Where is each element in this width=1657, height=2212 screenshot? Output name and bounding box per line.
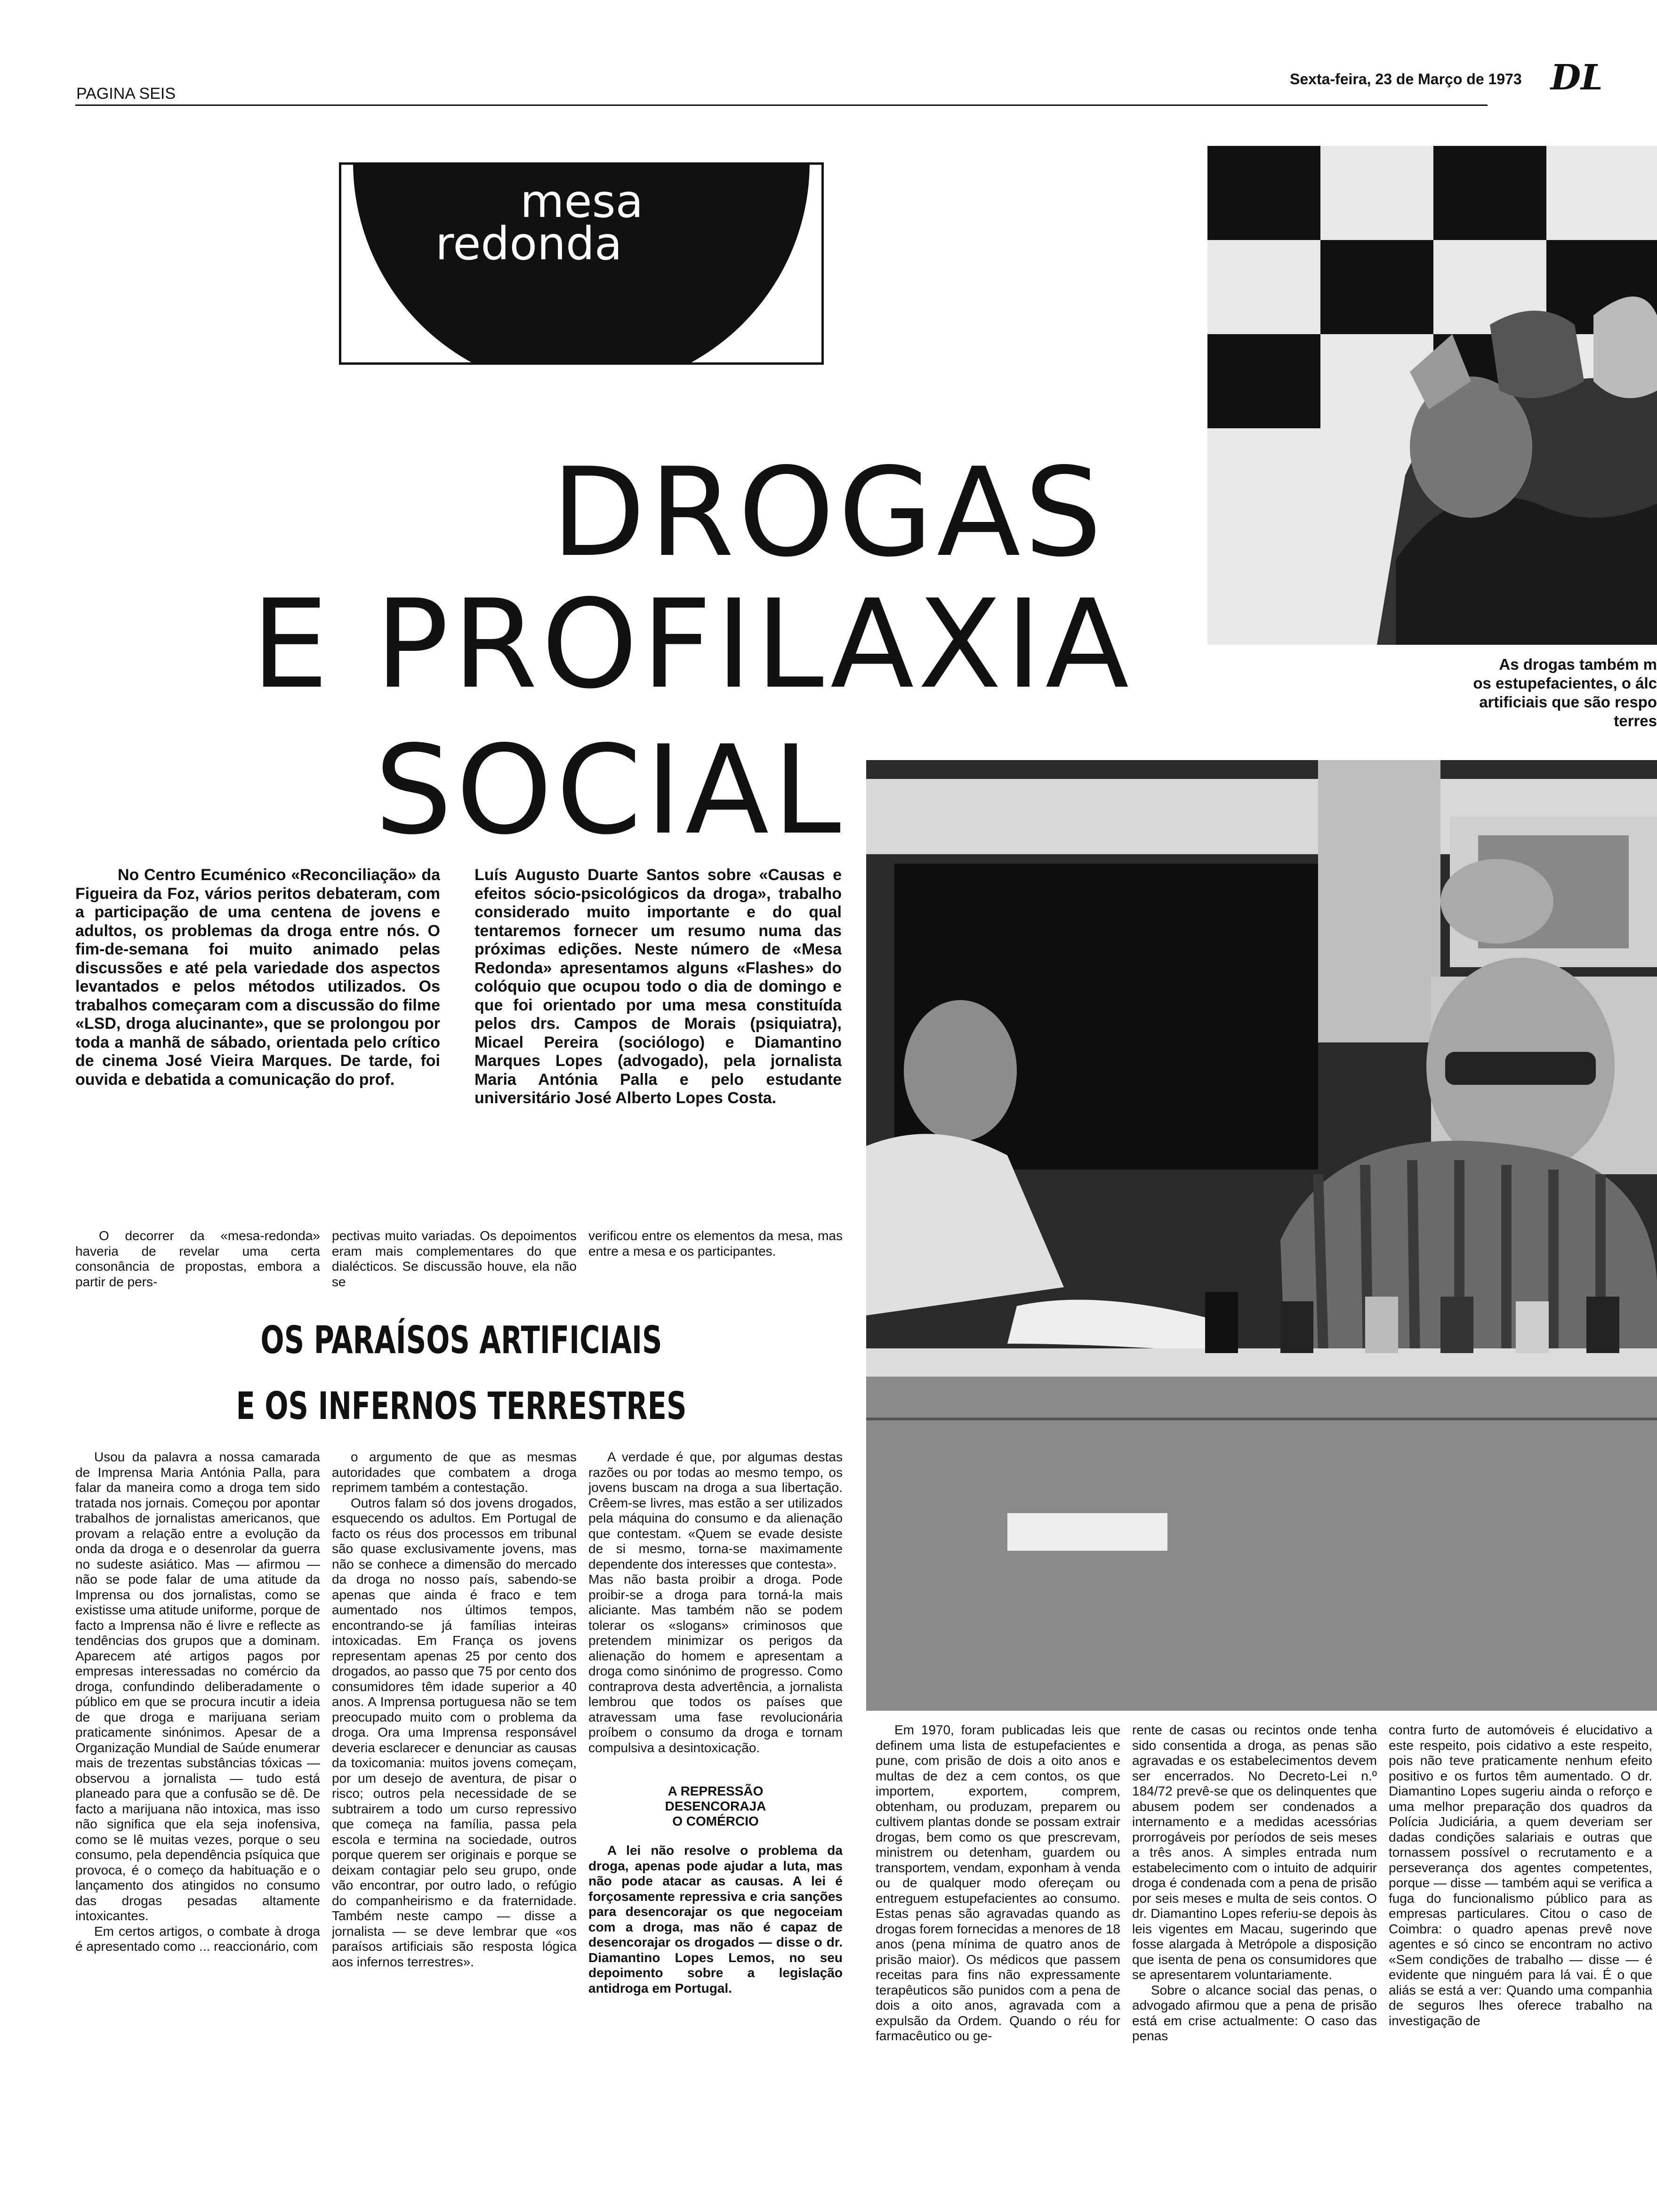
intro-paragraph-1: No Centro Ecuménico «Reconciliação» da Figueira da Foz, vários peritos debateram, com a participação de uma centena de jovens e adultos, os problemas da droga entre nós. O fim-de-semana foi muito animado pelas discussões e até pela variedade dos aspectos levantados e pelos métodos utilizados. Os trabalhos começaram com a discussão do filme «LSD, droga alucinante», que se prolongou por toda a manhã de sábado, orientada pelo crítico de cinema José Vieira Marques. De tarde, foi ouvida e debatida a comunicação do prof. <box>75 866 440 1089</box>
banner-word-1: mesa <box>520 175 643 228</box>
banner-word-2: redonda <box>435 217 622 270</box>
subheading-paraisos-1: OS PARAÍSOS ARTIFICIAIS <box>260 1318 662 1362</box>
newspaper-logo <box>1549 56 1601 99</box>
intro-paragraph-2: Luís Augusto Duarte Santos sobre «Causas e efeitos sócio-psicológicos da droga», trabalho considerado muito importante e do qual tentaremos fornecer um resumo numa das próximas edições. Neste número de «Mesa Redonda» apresentamos alguns «Flashes» do colóquio que ocupou todo o dia de domingo e que foi orientado por uma mesa constituída pelos drs. Campos de Morais (psiquiatra), Micael Pereira (sociólogo) e Diamantino Marques Lopes (advogado), pela jornalista Maria Antónia Palla e pelo estudante universitário José Alberto Lopes Costa. <box>475 866 842 1107</box>
body-column-5 <box>1132 1723 1377 2203</box>
body-column-3 <box>588 1450 843 2203</box>
section-label: PAGINA SEIS <box>76 85 176 103</box>
photo-top-caption-2: os estupefacientes, o álc <box>1473 674 1657 692</box>
headline-line-2: E PROFILAXIA <box>251 574 1133 716</box>
lead-paragraph-3: verificou entre os elementos da mesa, mas entre a mesa e os participantes. <box>588 1228 843 1258</box>
column-banner <box>339 162 824 365</box>
body-column-1 <box>75 1450 320 2203</box>
body-paragraph-2b: Outros falam só dos jovens drogados, esquecendo os adultos. Em Portugal de facto os réus dos processos em tribunal são quase exclusivamente jovens, mas não se conhece a dimensão do mercado da droga no nosso país, sabendo-se apenas que ainda é fraco e tem aumentado nos últimos tempos, encontrando-se já famílias inteiras intoxicadas. Em França os jovens representam apenas 25 por cento dos drogados, ao passo que 75 por cento dos consumidores têm idade superior a 40 anos. A Imprensa portuguesa não se tem preocupado muito com o problema da droga. Ora uma Imprensa responsável deveria esclarecer e denunciar as causas da toxicomania: muitos jovens começam, por um desejo de aventura, de pisar o risco; outros pela necessidade de se subtrairem a todo um curso repressivo que começa na família, passa pela escola e termina na sociedade, outros porque querem ser originais e porque se deixam contagiar pelo seu grupo, onde vão encontrar, por outro lado, o refúgio do companheirismo e da fraternidade. Também neste campo — disse a jornalista — se deve lembrar que «os paraísos artificiais são resposta lógica aos infernos terrestres». <box>332 1495 577 1969</box>
header-rule <box>75 104 1488 106</box>
photo-top-caption-1: As drogas também m <box>1499 656 1657 673</box>
body-paragraph-6: contra furto de automóveis é elucidativo a este respeito, pois cidativo a este respeito, pois não teve praticamente nenhum efeito positivo e os furtos têm aumentado. O dr. Diamantino Lopes sugeriu ainda o reforço e uma melhor preparação dos quadros da Polícia Judiciária, a quem deveriam ser dadas condições salariais e outras que tornassem possível o recrutamento e a perseverança dos agentes competentes, porque — disse — também aqui se verifica a fuga do funcionalismo público para as empresas particulares. Citou o caso de Coimbra: o quadro apenas prevê nove agentes e só cinco se encontram no activo «Sem condições de trabalho — disse — é evidente que ninguém para lá vai. É o que aliás se está a ver: Quando uma companhia de seguros lhes oferece trabalho na investigação de <box>1389 1723 1652 2028</box>
body-paragraph-3b: Mas não basta proibir a droga. Pode proibir-se a droga para torná-la mais aliciante. Mas também não se podem tolerar os «slogans» criminosos que pretendem minimizar os perigos da alienação do homem e apresentam a droga como sinónimo de progresso. Como contraprova desta advertência, a jornalista lembrou que todos os países que atravessam uma fase revolucionária proíbem o consumo da droga e tornam compulsiva a desintoxicação. <box>588 1572 843 1755</box>
body-column-2 <box>332 1450 577 2203</box>
photo-bar-counter <box>866 760 1657 1711</box>
body-paragraph-1b: Em certos artigos, o combate à droga é apresentado como ... reaccionário, com <box>75 1923 320 1954</box>
subheading-repressao-3: O COMÉRCIO <box>672 1814 759 1828</box>
lead-paragraph-1: O decorrer da «mesa-redonda» haveria de revelar uma certa consonância de propostas, embora a partir de pers- <box>75 1228 320 1289</box>
intro-column-2 <box>475 866 842 1214</box>
logo-icon <box>1549 56 1601 99</box>
lead-column-2 <box>332 1228 577 1294</box>
body-paragraph-3: A verdade é que, por algumas destas razões ou por todas ao mesmo tempo, os jovens buscam na droga a sua libertação. Crêem-se livres, mas estão a ser utilizados pela máquina do consumo e da alienação que contestam. «Quem se evade desiste de si mesmo, torna-se maximamente dependente dos interesses que contesta». <box>588 1450 843 1571</box>
subheading-repressao-1: A REPRESSÃO <box>668 1784 764 1798</box>
body-paragraph-4: Em 1970, foram publicadas leis que definem uma lista de estupefacientes e pune, com prisão de dois a oito anos e multas de dez a cem contos, os que importem, exportem, comprem, obtenham, ou produzam, preparem ou cultivem plantas donde se possam extrair drogas, bem como os que prescrevam, ministrem ou detenham, guardem ou transportem, vendam, exponham à venda ou de qualquer modo ofereçam ou entreguem estupefacientes ao consumo. Estas penas são agravadas quando as drogas forem fornecidas a menores de 18 anos (pena mínima de quatro anos de prisão maior). Os médicos que passem receitas para fins não expressamente terapêuticos são punidos com a pena de dois a oito anos, agravada com a expulsão da Ordem. Quando o réu for farmacêutico ou ge- <box>876 1723 1120 2043</box>
body-paragraph-5b: Sobre o alcance social das penas, o advogado afirmou que a pena de prisão está em crise actualmente: O caso das penas <box>1132 1982 1377 2043</box>
lead-column-3 <box>588 1228 843 1294</box>
headline-line-1: DROGAS <box>551 442 1106 584</box>
body-paragraph-2: o argumento de que as mesmas autoridades que combatem a droga reprimem também a contestação. <box>332 1450 577 1495</box>
body-column-6 <box>1389 1723 1652 2203</box>
headline-line-3: SOCIAL <box>374 720 845 862</box>
body-paragraph-3c: A lei não resolve o problema da droga, apenas pode ajudar a luta, mas não pode atacar as causas. A lei é forçosamente repressiva e cria sanções para desencorajar os que negoceiam com a droga, mas não é capaz de desencorajar os drogados — disse o dr. Diamantino Lopes Lemos, no seu depoimento sobre a legislação antidroga em Portugal. <box>588 1843 843 1996</box>
lead-paragraph-2: pectivas muito variadas. Os depoimentos eram mais complementares do que dialécticos. Se discussão houve, ela não se <box>332 1228 577 1289</box>
photo-top-caption-4: terres <box>1614 712 1657 729</box>
photo-drinking <box>1207 146 1657 645</box>
issue-date: Sexta-feira, 23 de Março de 1973 <box>1290 71 1522 88</box>
subheading-repressao-2: DESENCORAJA <box>665 1799 766 1813</box>
photo-bar-counter-image <box>866 760 1657 1711</box>
lead-column-1 <box>75 1228 320 1294</box>
photo-drinking-image <box>1207 146 1657 645</box>
subheading-repressao <box>588 1784 843 1829</box>
body-paragraph-1: Usou da palavra a nossa camarada de Imprensa Maria Antónia Palla, para falar da maneira como a droga tem sido tratada nos jornais. Começou por apontar trabalhos de jornalistas americanos, que provam a relação entre a evolução da onda da droga e o desenrolar da guerra no sudeste asiático. Mas — afirmou — não se pode falar de uma atitude da Imprensa ou dos jornalistas, como se existisse uma atitude uniforme, porque de facto a Imprensa não é livre e reflecte as tendências dos grupos que a dominam. Aparecem até artigos pagos por empresas interessadas no comércio da droga, confundindo deliberadamente o público em que se procura incutir a ideia de que droga e marijuana seriam praticamente sinónimos. Apesar de a Organização Mundial de Saúde enumerar mais de trezentas substâncias tóxicas — observou a jornalista — tudo está planeado para que a confusão se dê. De facto a marijuana não intoxica, mas isso não significa que ela seja inofensiva, como se lê muitas vezes, porque o seu consumo, pela dependência psíquica que provoca, é o começo da habituação e o lançamento dos atingidos no consumo das drogas pesadas altamente intoxicantes. <box>75 1450 320 1923</box>
photo-top-caption-3: artificiais que são respo <box>1479 693 1657 711</box>
intro-column-1 <box>75 866 440 1214</box>
body-paragraph-5: rente de casas ou recintos onde tenha sido consentida a droga, as penas são agravadas e os estabelecimentos devem ser encerrados. No Decreto-Lei n.º 184/72 prevê-se que os delinquentes que abusem podem ser condenados a internamento e a medidas acessórias prorrogáveis por períodos de seis meses a três anos. A simples entrada num estabelecimento com o intuito de adquirir droga é condenada com a pena de prisão por seis meses e multa de seis contos. O dr. Diamantino Lopes referiu-se depois às leis vigentes em Macau, sugerindo que fosse alargada à Metrópole a disposição que isenta de pena os consumidores que se apresentarem voluntariamente. <box>1132 1723 1377 1982</box>
subheading-paraisos-2: E OS INFERNOS TERRESTRES <box>236 1384 687 1428</box>
svg-text:DL: DL <box>1551 57 1601 98</box>
body-column-4 <box>876 1723 1120 2203</box>
